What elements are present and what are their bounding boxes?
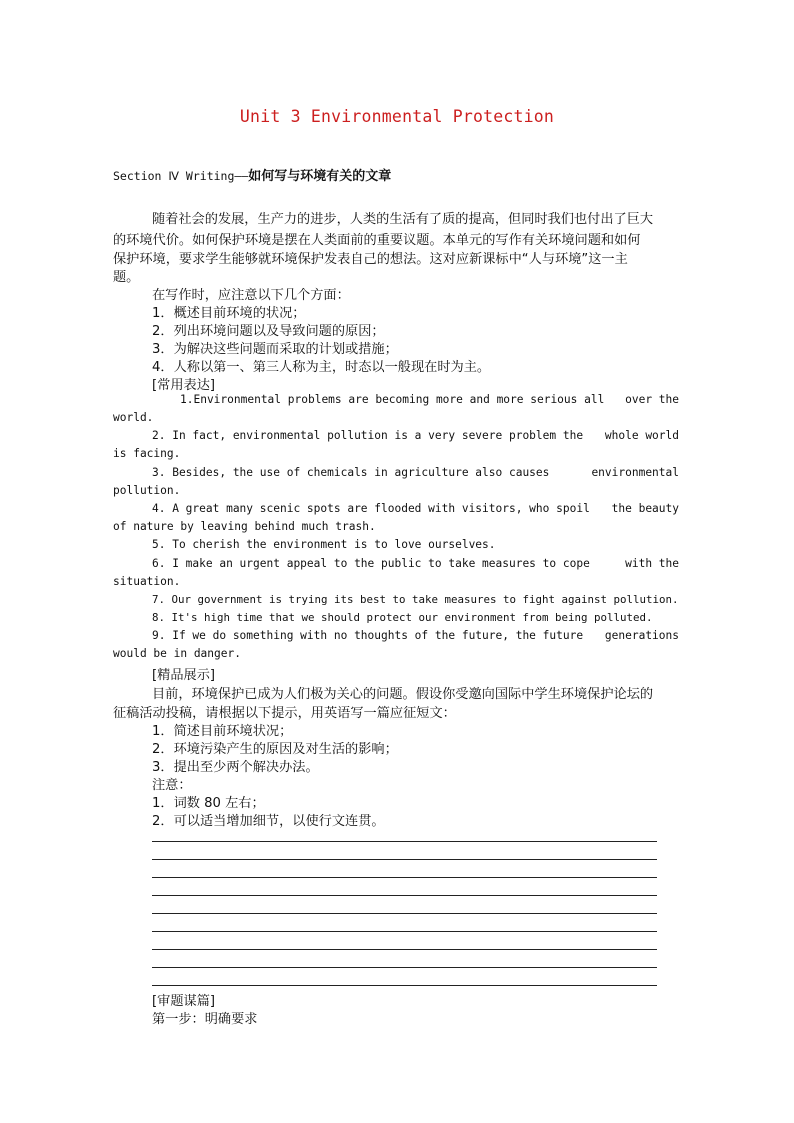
expression-continuation: world. bbox=[113, 411, 154, 424]
note-item: 3．为解决这些问题而采取的计划或措施； bbox=[152, 342, 398, 357]
expression-text: 2. In fact, environmental pollution is a very severe problem the bbox=[152, 429, 584, 442]
answer-line bbox=[152, 841, 657, 842]
task-line-2: 征稿活动投稿，请根据以下提示，用英语写一篇应征短文： bbox=[113, 706, 456, 721]
expression-item bbox=[152, 466, 679, 479]
expression-text: 3. Besides, the use of chemicals in agriculture also causes bbox=[152, 466, 550, 479]
notes-intro: 在写作时，应注意以下几个方面： bbox=[152, 288, 350, 303]
expression-item: 5. To cherish the environment is to love ourselves. bbox=[152, 538, 496, 551]
section-label: Section Ⅳ Writing—— bbox=[113, 169, 249, 183]
expression-item bbox=[152, 502, 679, 515]
expression-text: 1.Environmental problems are becoming more and more serious all bbox=[180, 393, 605, 406]
intro-line-2: 的环境代价。如何保护环境是摆在人类面前的重要议题。本单元的写作有关环境问题和如何 bbox=[113, 233, 641, 248]
intro-line-3: 保护环境，要求学生能够就环境保护发表自己的想法。这对应新课标中“人与环境”这一主 bbox=[113, 252, 628, 267]
answer-line bbox=[152, 895, 657, 896]
note-item: 2．列出环境问题以及导致问题的原因； bbox=[152, 324, 385, 339]
expression-text: whole world bbox=[604, 429, 679, 442]
note-item: 4．人称以第一、第三人称为主，时态以一般现在时为主。 bbox=[152, 360, 491, 375]
expression-text: environmental bbox=[591, 466, 679, 479]
answer-line bbox=[152, 949, 657, 950]
section-title: 如何写与环境有关的文章 bbox=[248, 169, 392, 184]
document-title: Unit 3 Environmental Protection bbox=[239, 107, 555, 126]
answer-line bbox=[152, 913, 657, 914]
answer-line bbox=[152, 985, 657, 986]
expression-text: over the bbox=[625, 393, 679, 406]
answer-line bbox=[152, 877, 657, 878]
expression-item: 7. Our government is trying its best to take measures to fight against pollution. bbox=[152, 593, 679, 606]
expression-text: 4. A great many scenic spots are flooded with visitors, who spoil bbox=[152, 502, 590, 515]
step-one: 第一步：明确要求 bbox=[152, 1012, 258, 1027]
expression-text: 6. I make an urgent appeal to the public to take measures to cope bbox=[152, 557, 590, 570]
answer-line bbox=[152, 859, 657, 860]
intro-line-1: 随着社会的发展，生产力的进步，人类的生活有了质的提高，但同时我们也付出了巨大 bbox=[152, 212, 654, 227]
note-item: 1．概述目前环境的状况； bbox=[152, 306, 306, 321]
expression-item bbox=[152, 429, 679, 442]
expressions-heading: [常用表达] bbox=[152, 378, 216, 393]
expression-text: 9. If we do something with no thoughts of the future, the future bbox=[152, 629, 584, 642]
expression-continuation: is facing. bbox=[113, 447, 181, 460]
expression-text: generations bbox=[604, 629, 679, 642]
expression-continuation: pollution. bbox=[113, 484, 181, 497]
expression-item bbox=[152, 557, 679, 570]
intro-line-4: 题。 bbox=[113, 270, 140, 285]
note-point: 1．词数 80 左右； bbox=[152, 796, 265, 811]
task-line-1: 目前，环境保护已成为人们极为关心的问题。假设你受邀向国际中学生环境保护论坛的 bbox=[152, 687, 654, 702]
expression-continuation: of nature by leaving behind much trash. bbox=[113, 520, 376, 533]
analysis-heading: [审题谋篇] bbox=[152, 994, 216, 1009]
answer-line bbox=[152, 931, 657, 932]
expression-item bbox=[152, 629, 679, 642]
task-point: 1．简述目前环境状况； bbox=[152, 724, 293, 739]
note-label: 注意： bbox=[152, 778, 192, 793]
showcase-heading: [精品展示] bbox=[152, 668, 216, 683]
expression-item: 8. It's high time that we should protect our environment from being polluted. bbox=[152, 611, 653, 624]
task-point: 2．环境污染产生的原因及对生活的影响； bbox=[152, 742, 398, 757]
expression-continuation: situation. bbox=[113, 575, 181, 588]
expression-continuation: would be in danger. bbox=[113, 647, 241, 660]
section-heading bbox=[113, 165, 391, 184]
answer-line bbox=[152, 967, 657, 968]
note-point: 2．可以适当增加细节，以使行文连贯。 bbox=[152, 814, 385, 829]
expression-item bbox=[180, 393, 679, 406]
task-point: 3．提出至少两个解决办法。 bbox=[152, 760, 319, 775]
expression-text: with the bbox=[625, 557, 679, 570]
expression-text: the beauty bbox=[611, 502, 679, 515]
